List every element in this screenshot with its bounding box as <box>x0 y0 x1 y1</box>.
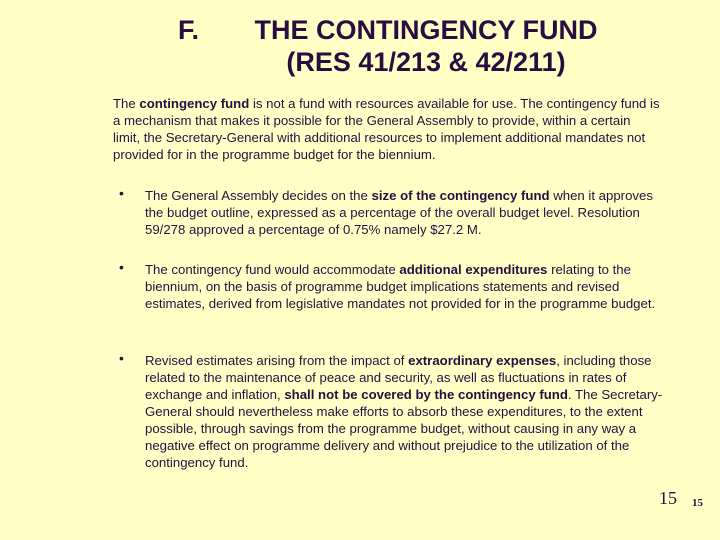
intro-bold-1: contingency fund <box>139 96 250 111</box>
bullet-icon: • <box>119 350 124 366</box>
bullet-1-bold-1: size of the contingency fund <box>371 188 550 203</box>
bullet-3-bold-1: extraordinary expenses <box>408 353 557 368</box>
bullet-item-2 <box>145 261 670 312</box>
section-letter: F. <box>178 15 200 45</box>
bullet-3-text-3: . The Secretary-General should nevertheless make efforts to absorb these expenditures, to the extent possible, through savings from the programme budget, without causing in any way a negative effect on programme delivery and without prejudice to the utilization of the contingency fund. <box>145 387 663 470</box>
bullet-2-text-2: relating to the biennium, on the basis of programme budget implications statements and revised estimates, derived from legislative mandates not provided for in the programme budget. <box>145 262 656 311</box>
bullet-1-text-2: when it approves the budget outline, expressed as a percentage of the overall budget level. Resolution 59/278 approved a percentage of 0.75% namely $27.2 M. <box>145 188 653 237</box>
bullet-item-1 <box>145 187 670 238</box>
bullet-item-3 <box>145 352 670 471</box>
title-line-1: THE CONTINGENCY FUND <box>254 15 598 45</box>
bullet-icon: • <box>119 185 124 201</box>
bullet-3-text-1: Revised estimates arising from the impact of <box>145 353 409 368</box>
slide-number: 15 <box>692 497 703 509</box>
page-number: 15 <box>659 488 677 508</box>
intro-paragraph <box>113 95 661 163</box>
bullet-2-bold-1: additional expenditures <box>399 262 548 277</box>
page-title <box>236 14 616 78</box>
bullet-icon: • <box>119 259 124 275</box>
bullet-3-text-2: , including those related to the maintenance of peace and security, as well as fluctuations in rates of exchange and inflation, <box>145 353 652 402</box>
bullet-3-bold-2: shall not be covered by the contingency fund <box>284 387 568 402</box>
bullet-1-text-1: The General Assembly decides on the <box>145 188 372 203</box>
intro-text-2: is not a fund with resources available for use. The contingency fund is a mechanism that makes it possible for the General Assembly to provide, within a certain limit, the Secretary-General with additional resources to implement additional mandates not provided for in the programme budget for the biennium. <box>113 96 660 162</box>
title-line-2: (RES 41/213 & 42/211) <box>286 47 566 77</box>
bullet-2-text-1: The contingency fund would accommodate <box>145 262 400 277</box>
intro-text-1: The <box>113 96 140 111</box>
